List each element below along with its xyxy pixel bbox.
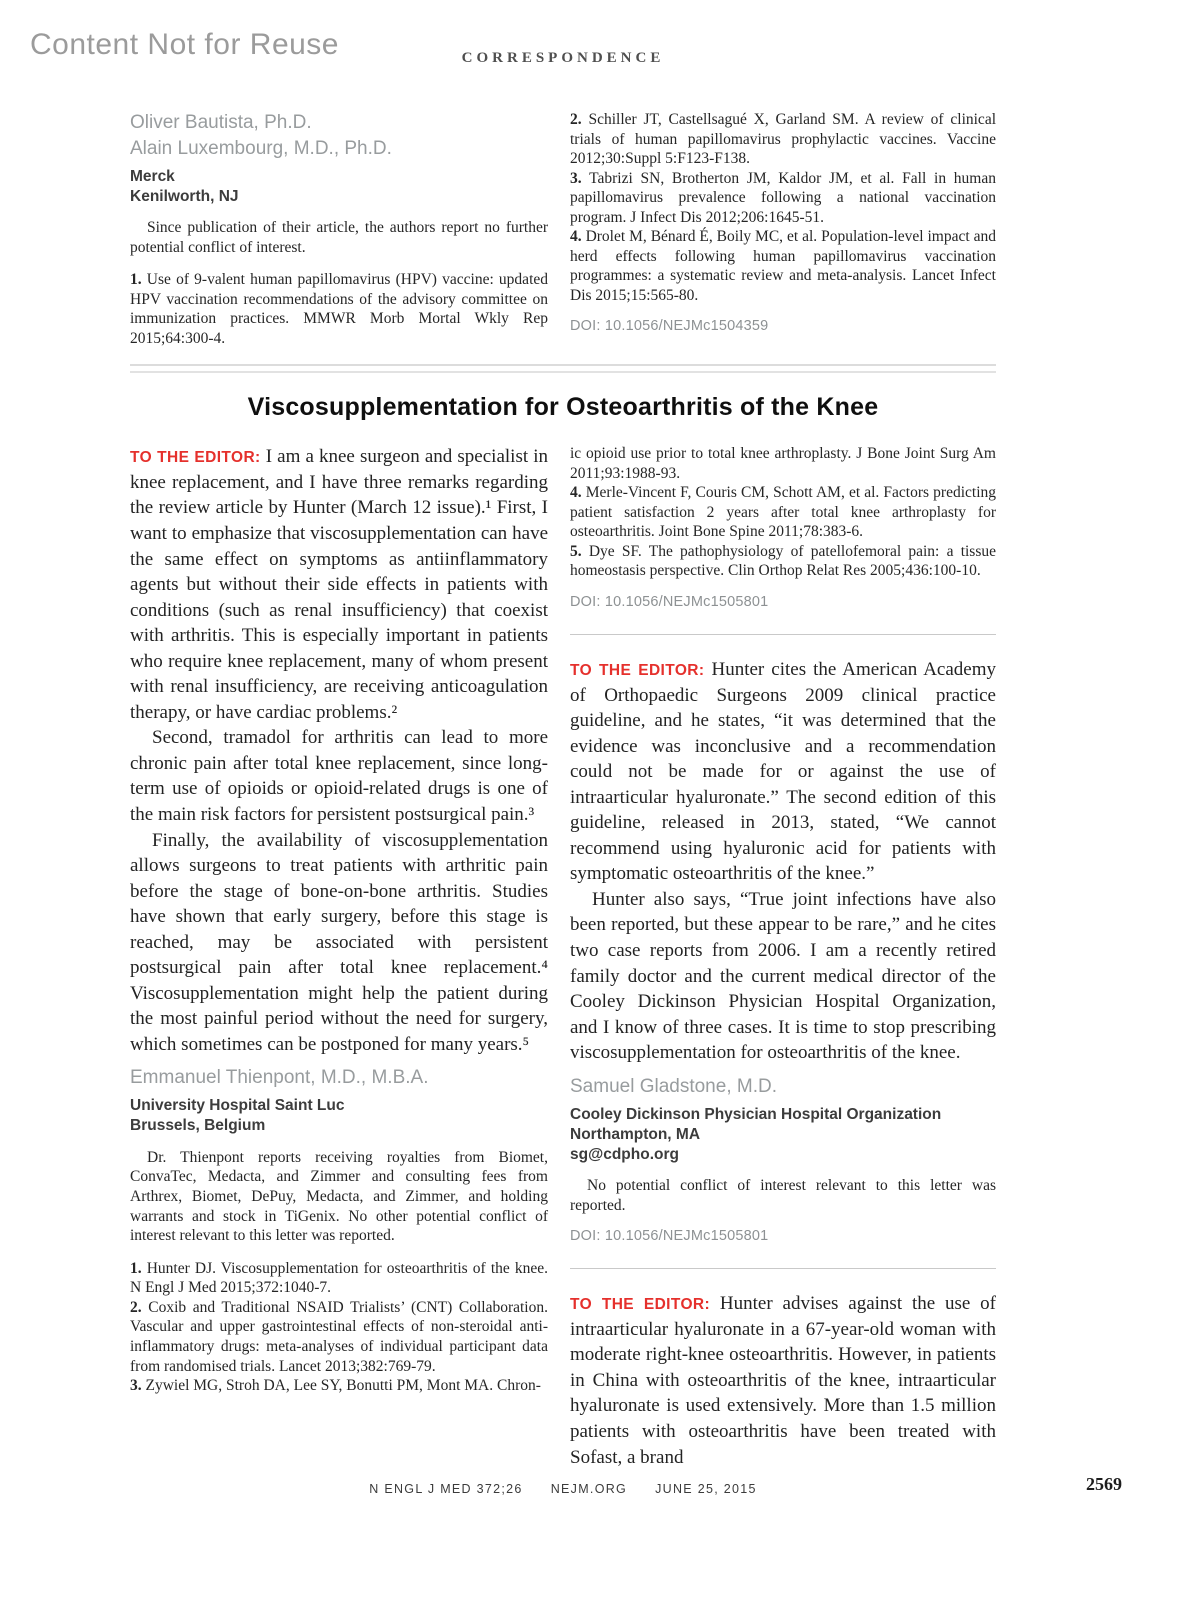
reference-continuation: ic opioid use prior to total knee arthroplasty. J Bone Joint Surg Am 2011;93:1988-93. (570, 445, 996, 482)
author-name: Alain Luxembourg, M.D., Ph.D. (130, 137, 392, 159)
reference-number: 5. (570, 542, 582, 560)
author-name: Oliver Bautista, Ph.D. (130, 112, 312, 133)
disclosure-text: Since publication of their article, the authors report no further potential conflict of interest. (130, 218, 548, 256)
hpv-right-column (570, 110, 996, 348)
letter-paragraph (130, 444, 548, 725)
reference-number: 2. (130, 1298, 142, 1316)
reference-number: 4. (570, 484, 582, 502)
reference-text: Zywiel MG, Stroh DA, Lee SY, Bonutti PM, Mont MA. Chron- (145, 1377, 541, 1395)
hpv-left-column (130, 110, 548, 348)
reference-item (130, 1298, 548, 1376)
reference-item (570, 110, 996, 169)
letter-paragraph (570, 657, 996, 887)
author-affiliation (130, 1096, 548, 1136)
letter-divider-rule (570, 1268, 996, 1269)
affiliation-line: University Hospital Saint Luc (130, 1097, 345, 1115)
reference-number: 2. (570, 111, 582, 128)
reference-text: Dye SF. The pathophysiology of patellofemoral pain: a tissue homeostasis perspective. Clin Orthop Relat Res 2005;436:100-10. (570, 542, 997, 580)
author-email: sg@cdpho.org (570, 1145, 679, 1163)
footer-site: NEJM.ORG (550, 1482, 628, 1496)
reference-text: Use of 9-valent human papillomavirus (HPV) vaccine: updated HPV vaccination recommendations of the advisory committee on immunization practices. MMWR Morb Mortal Wkly Rep 2015;64:300-4. (130, 271, 548, 347)
to-the-editor-label: TO THE EDITOR: (130, 449, 261, 467)
reference-text: Schiller JT, Castellsagué X, Garland SM. A review of clinical trials of human papillomavirus prophylactic vaccines. Vaccine 2012;30:Suppl 5:F123-F138. (570, 111, 997, 168)
page-content (130, 110, 996, 1470)
affiliation-line: Brussels, Belgium (130, 1117, 266, 1135)
letter-paragraph: Finally, the availability of viscosupplementation allows surgeons to treat patients with arthritic pain before the stage of bone-on-bone arthritis. Studies have shown that early surgery, before this stage is reached, may be associated with persistent postsurgical pain after total knee replacement.⁴ Viscosupplementation might help the patient during the most painful period without the need for surgery, which sometimes can be postponed for many years.⁵ (130, 829, 548, 1055)
letters-left-column (130, 444, 548, 1470)
reference-text: Hunter DJ. Viscosupplementation for osteoarthritis of the knee. N Engl J Med 2015;372:1040-7. (130, 1259, 549, 1297)
affiliation-line: Cooley Dickinson Physician Hospital Organization (570, 1105, 942, 1123)
reference-item (130, 1259, 548, 1298)
doi-text: DOI: 10.1056/NEJMc1504359 (570, 318, 769, 335)
disclosure-text: Dr. Thienpont reports receiving royalties from Biomet, ConvaTec, Medacta, and Zimmer and consulting fees from Arthrex, Biomet, DePuy, Medacta, and Zimmer, and holding warrants and stock in TiGenix. No other potential conflict of interest relevant to this letter was reported. (130, 1148, 548, 1245)
author-name: Samuel Gladstone, M.D. (570, 1075, 777, 1097)
letter-paragraph: Hunter also says, “True joint infections have also been reported, but these appear to be rare,” and he cites two case reports from 2006. I am a recently retired family doctor and the current medical director of the Cooley Dickinson Physician Hospital Organization, and I know of three cases. It is time to stop prescribing viscosupplementation for osteoarthritis of the knee. (570, 888, 996, 1064)
to-the-editor-label: TO THE EDITOR: (570, 661, 705, 679)
section-hpv-letter-end (130, 110, 996, 348)
signature-block (570, 1074, 996, 1165)
reference-text: Drolet M, Bénard É, Boily MC, et al. Population-level impact and herd effects following human papillomavirus vaccination programmes: a systematic review and meta-analysis. Lancet Infect Dis 2015;15:565-80. (570, 228, 996, 304)
author-affiliation (570, 1105, 996, 1165)
reference-number: 4. (570, 228, 582, 246)
watermark-text: Content Not for Reuse (30, 28, 339, 61)
reference-number: 1. (130, 1259, 142, 1277)
reference-item (570, 542, 996, 581)
reference-number: 1. (130, 271, 142, 289)
doi-text: DOI: 10.1056/NEJMc1505801 (570, 1228, 769, 1245)
paragraph-text: Hunter cites the American Academy of Orthopaedic Surgeons 2009 clinical practice guideline, and he states, “it was determined that the evidence was inconclusive and a recommendation could not be made for or against the use of intraarticular hyaluronate.” The second edition of this guideline, released in 2013, stated, “We cannot recommend using hyaluronic acid for patients with symptomatic osteoarthritis of the knee.” (570, 658, 996, 885)
footer-journal: N ENGL J MED 372;26 (369, 1482, 523, 1496)
affiliation-line: Kenilworth, NJ (130, 187, 239, 205)
reference-number: 3. (130, 1377, 142, 1395)
author-name: Emmanuel Thienpont, M.D., M.B.A. (130, 1067, 429, 1089)
reference-text: Tabrizi SN, Brotherton JM, Kaldor JM, et al. Fall in human papillomavirus prevalence following a national vaccination program. J Infect Dis 2012;206:1645-51. (570, 169, 996, 226)
letter-paragraph (570, 1291, 996, 1470)
footer-date: JUNE 25, 2015 (655, 1482, 757, 1496)
footer-journal-line (130, 1482, 996, 1496)
reference-item (570, 483, 996, 542)
author-affiliation (130, 167, 548, 207)
reference-list (130, 1259, 548, 1396)
doi-text: DOI: 10.1056/NEJMc1505801 (570, 593, 769, 610)
to-the-editor-label: TO THE EDITOR: (570, 1296, 711, 1314)
article-title: Viscosupplementation for Osteoarthritis of the Knee (247, 393, 879, 422)
reference-text: Merle-Vincent F, Couris CM, Schott AM, et al. Factors predicting patient satisfaction 2 years after total knee arthroplasty for osteoarthritis. Joint Bone Spine 2011;78:383-6. (570, 484, 997, 541)
paragraph-text: I am a knee surgeon and specialist in knee replacement, and I have three remarks regarding the review article by Hunter (March 12 issue).¹ First, I want to emphasize that viscosupplementation can have the same effect on symptoms as antiinflammatory agents but without their side effects in patients with conditions (such as renal insufficiency) that coexist with arthritis. This is especially important in patients who require knee replacement, many of whom present with renal insufficiency, are receiving anticoagulation therapy, or have cardiac problems.² (130, 446, 548, 723)
section-divider-rule (130, 364, 996, 373)
reference-text: Coxib and Traditional NSAID Trialists’ (CNT) Collaboration. Vascular and upper gastrointestinal effects of non-steroidal anti-inflammatory drugs: meta-analyses of individual participant data from randomised trials. Lancet 2013;382:769-79. (130, 1298, 548, 1375)
reference-item (130, 270, 548, 348)
reference-number: 3. (570, 169, 582, 187)
affiliation-line: Merck (130, 167, 175, 185)
letters-right-column (570, 444, 996, 1470)
reference-item (570, 227, 996, 305)
affiliation-line: Northampton, MA (570, 1125, 701, 1143)
reference-item (570, 169, 996, 228)
section-viscosupplementation (130, 444, 996, 1470)
running-head: CORRESPONDENCE (461, 50, 665, 66)
disclosure-text: No potential conflict of interest relevant to this letter was reported. (570, 1176, 996, 1214)
reference-item (130, 1376, 548, 1396)
letter-divider-rule (570, 634, 996, 635)
paragraph-text: Hunter advises against the use of intraarticular hyaluronate in a 67-year-old woman with moderate right-knee osteoarthritis. However, in patients in China with osteoarthritis of the knee, intraarticular hyaluronate is used extensively. More than 1.5 million patients with osteoarthritis have been treated with Sofast, a brand (570, 1293, 996, 1468)
page-number: 2569 (1086, 1474, 1122, 1494)
signature-block (130, 1065, 548, 1136)
reference-list (130, 270, 548, 348)
letter-paragraph: Second, tramadol for arthritis can lead to more chronic pain after total knee replacement, since long-term use of opioids or opioid-related drugs is one of the main risk factors for persistent postsurgical pain.³ (130, 727, 548, 825)
